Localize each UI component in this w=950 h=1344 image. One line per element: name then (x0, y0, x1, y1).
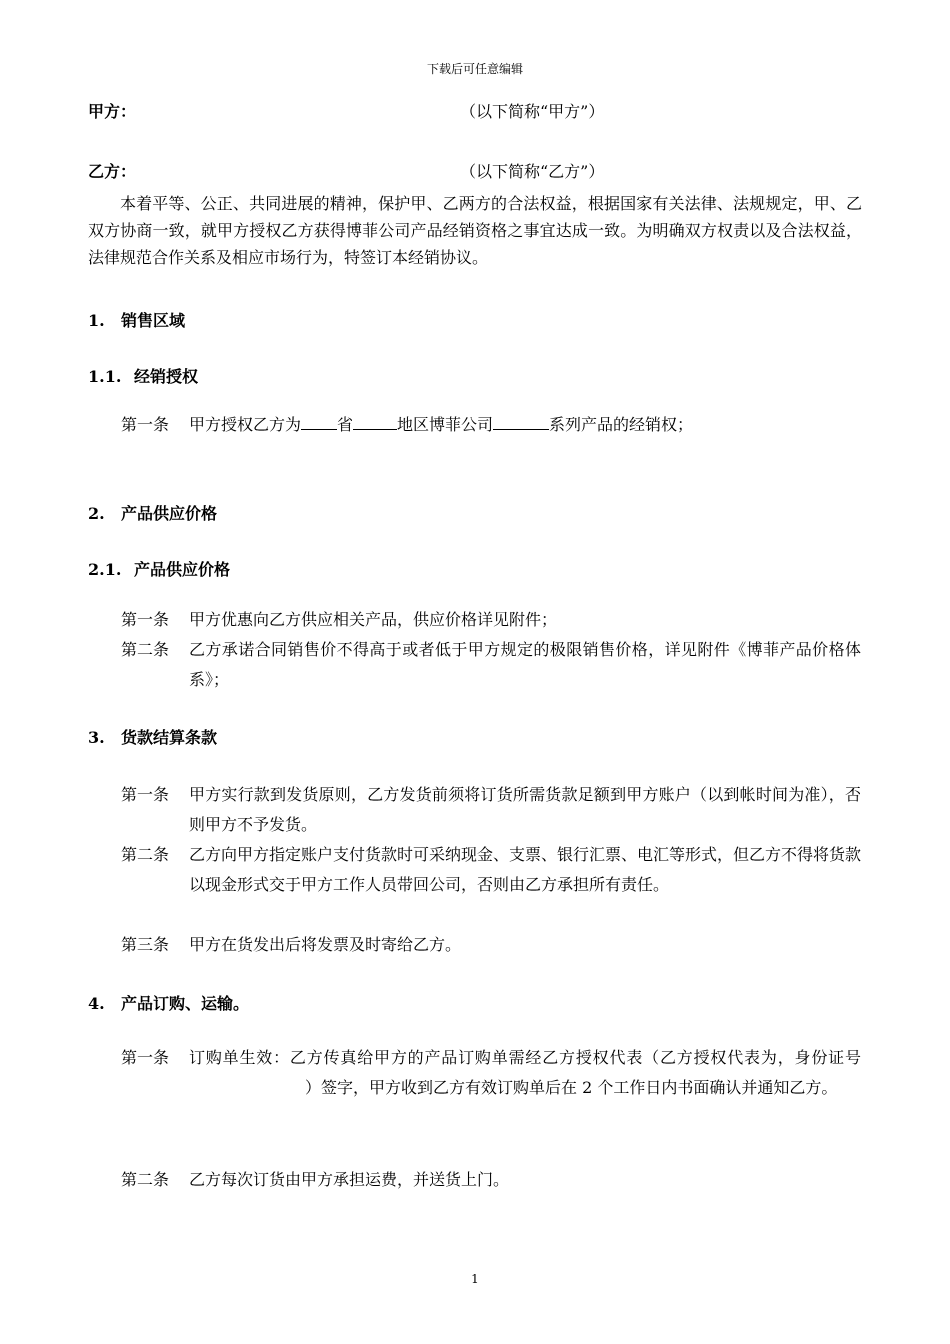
clause-label: 第一条 (121, 785, 170, 804)
section-1-number: 1. (88, 311, 105, 330)
clause-text-part: 系列产品的经销权； (549, 415, 694, 434)
product-series-blank[interactable] (493, 411, 549, 430)
section-4-number: 4. (88, 994, 105, 1013)
section-2-number: 2. (88, 504, 105, 523)
section-1-title: 销售区域 (121, 311, 186, 330)
clause-4-2 (121, 1165, 861, 1195)
clause-label: 第一条 (121, 610, 170, 629)
clause-text-part: 甲方授权乙方为 (189, 415, 302, 434)
region-blank[interactable] (353, 411, 397, 430)
clause-text: 甲方优惠向乙方供应相关产品，供应价格详见附件； (189, 610, 558, 629)
clause-2-1-1 (121, 605, 861, 635)
clause-text-part: 订购单生效：乙方传真给甲方的产品订购单需经乙方授权代表（乙方授权代表为 (189, 1048, 778, 1067)
clause-text: 乙方承诺合同销售价不得高于或者低于甲方规定的极限销售价格，详见附件《博菲产品价格体系》； (189, 640, 861, 689)
party-b-row (88, 162, 605, 182)
section-3-heading (88, 728, 217, 748)
section-4-heading (88, 994, 249, 1014)
page-header-note: 下载后可任意编辑 (426, 62, 523, 76)
section-2-title: 产品供应价格 (121, 504, 218, 523)
clause-label: 第三条 (121, 935, 170, 954)
clause-label: 第一条 (121, 1048, 170, 1067)
section-1-1-title: 经销授权 (134, 367, 199, 386)
clause-text (189, 1043, 861, 1103)
clause-text: 乙方每次订货由甲方承担运费，并送货上门。 (189, 1170, 510, 1189)
clause-3-3 (121, 930, 861, 960)
party-b-label: 乙方： (88, 162, 137, 181)
clause-1-1-1 (121, 410, 861, 440)
clause-text-part: ，身份证号 (777, 1048, 861, 1067)
clause-text: 甲方在货发出后将发票及时寄给乙方。 (189, 935, 462, 954)
section-1-1-heading (88, 367, 198, 387)
party-a-label: 甲方： (88, 102, 137, 121)
clause-3-2 (121, 840, 861, 900)
province-blank[interactable] (301, 411, 337, 430)
intro-paragraph: 本着平等、公正、共同进展的精神，保护甲、乙两方的合法权益，根据国家有关法律、法规规定，甲、乙双方协商一致，就甲方授权乙方获得博菲公司产品经销资格之事宜达成一致。为明确双方权责以及合法权益，法律规范合作关系及相应市场行为，特签订本经销协议。 (88, 194, 862, 267)
section-2-1-number: 2.1. (88, 560, 122, 579)
clause-text-part: ）签字，甲方收到乙方有效订购单后在 2 个工作日内书面确认并通知乙方。 (305, 1078, 838, 1097)
clause-text-part: 省 (337, 415, 354, 434)
clause-2-1-2 (121, 635, 861, 695)
clause-3-1 (121, 780, 861, 840)
clause-label: 第二条 (121, 1170, 170, 1189)
party-b-abbreviation: （以下简称“乙方”） (460, 162, 605, 181)
clause-label: 第二条 (121, 845, 170, 864)
section-2-1-title: 产品供应价格 (134, 560, 231, 579)
clause-text: 甲方实行款到发货原则，乙方发货前须将订货所需货款足额到甲方账户（以到帐时间为准），否则甲方不予发货。 (189, 785, 861, 834)
section-2-1-heading (88, 560, 230, 580)
section-1-heading (88, 311, 185, 331)
page-number: 1 (471, 1272, 479, 1286)
party-a-abbreviation: （以下简称“甲方”） (460, 102, 605, 121)
clause-label: 第二条 (121, 640, 170, 659)
section-3-title: 货款结算条款 (121, 728, 218, 747)
party-a-row (88, 102, 605, 122)
clause-text-part: 地区博菲公司 (397, 415, 494, 434)
clause-text: 乙方向甲方指定账户支付货款时可采纳现金、支票、银行汇票、电汇等形式，但乙方不得将货款以现金形式交于甲方工作人员带回公司，否则由乙方承担所有责任。 (189, 845, 862, 894)
section-4-title: 产品订购、运输。 (121, 994, 250, 1013)
clause-label: 第一条 (121, 415, 170, 434)
section-3-number: 3. (88, 728, 105, 747)
clause-text (189, 410, 861, 440)
section-2-heading (88, 504, 217, 524)
clause-4-1 (121, 1043, 861, 1103)
section-1-1-number: 1.1. (88, 367, 122, 386)
